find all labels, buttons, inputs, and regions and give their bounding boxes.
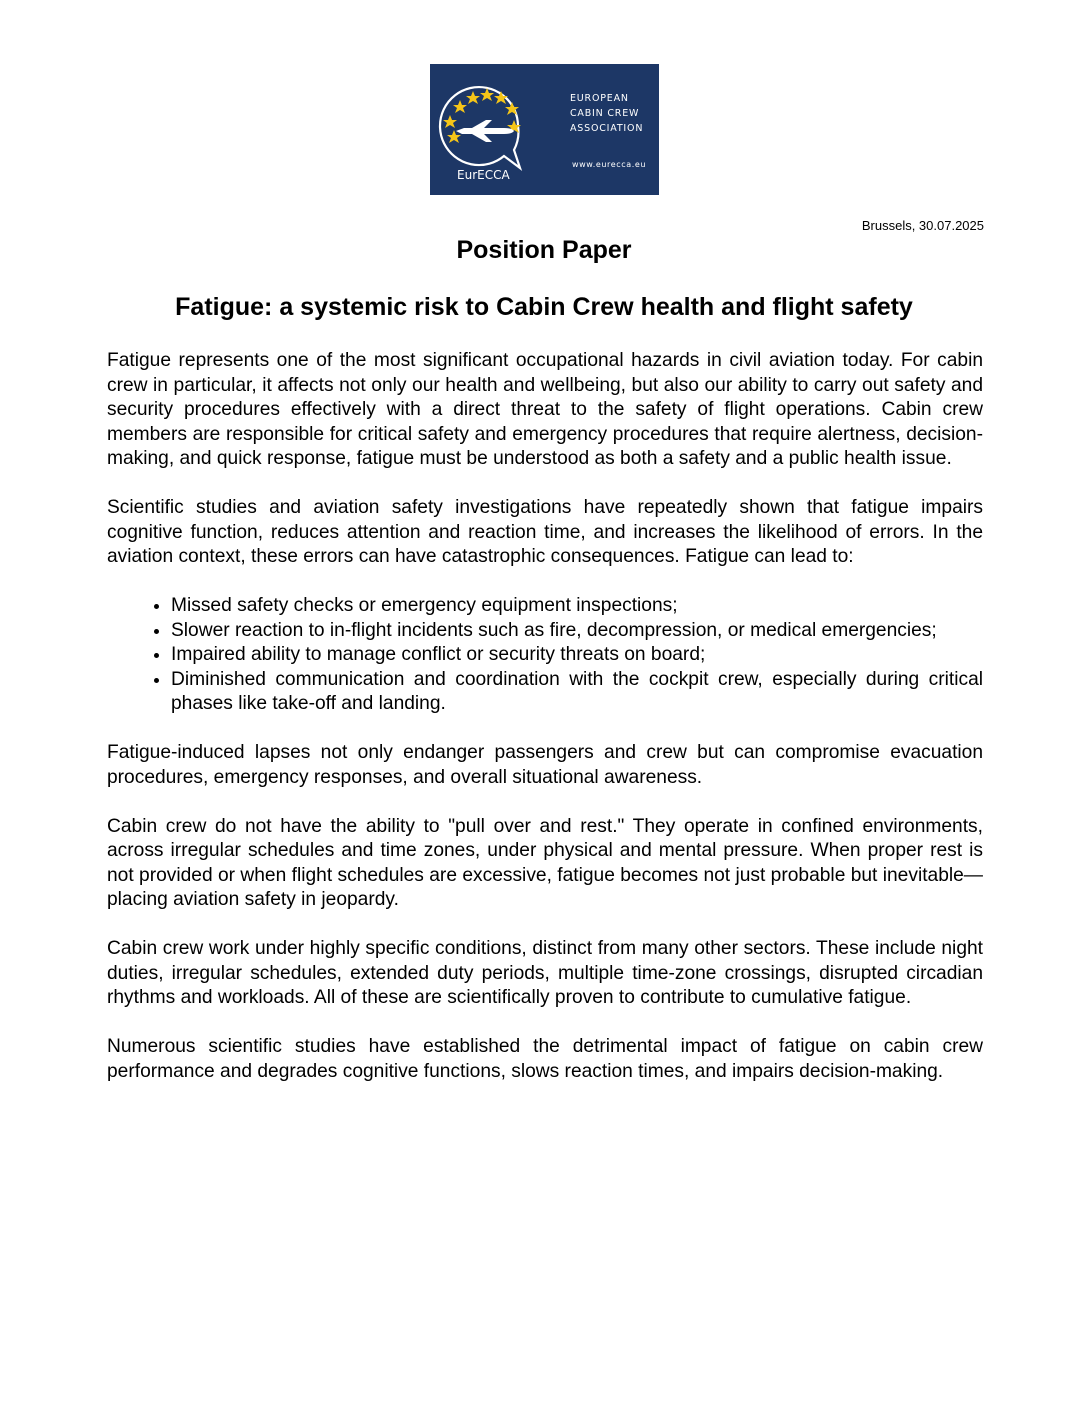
logo-line-1: EUROPEAN [570,93,629,104]
document-body [107,349,983,1109]
paragraph-scientific: Numerous scientific studies have established the detrimental impact of fatigue on cabin crew performance and degrades cognitive functions, slows reaction times, and impairs decision-making. [107,1036,983,1082]
list-item: • Diminished communication and coordination with the cockpit crew, especially during critical phases like take-off and landing. [171,668,983,717]
logo-line-2: CABIN CREW [570,108,640,119]
document-date: Brussels, 30.07.2025 [861,218,984,233]
logo-url: www.eurecca.eu [572,160,647,169]
logo-line-3: ASSOCIATION [570,123,644,134]
fatigue-consequences-list [107,594,983,717]
list-item: • Slower reaction to in-flight incidents such as fire, decompression, or medical emergencies; [171,619,983,644]
document-subtitle: Fatigue: a systemic risk to Cabin Crew health and flight safety [175,293,913,321]
list-item: • Missed safety checks or emergency equipment inspections; [171,594,983,619]
eurecca-logo [430,64,659,195]
logo-brand: EurECCA [457,168,510,182]
paragraph-intro: Fatigue represents one of the most significant occupational hazards in civil aviation today. For cabin crew in particular, it affects not only our health and wellbeing, but also our ability to carry out safety and security procedures effectively with a direct threat to the safety of flight operations. Cabin crew members are responsible for critical safety and emergency procedures that require alertness, decision-making, and quick response, fatigue must be understood as both a safety and a public health issue. [107,350,983,469]
list-item: • Impaired ability to manage conflict or security threats on board; [171,643,983,668]
logo-association-name [570,91,643,136]
paragraph-rest: Cabin crew do not have the ability to "pull over and rest." They operate in confined environments, across irregular schedules and time zones, under physical and mental pressure. When proper rest is not provided or when flight schedules are excessive, fatigue becomes not just probable but inevitable—placing aviation safety in jeopardy. [107,815,983,910]
paragraph-conditions: Cabin crew work under highly specific conditions, distinct from many other sectors. These include night duties, irregular schedules, extended duty periods, multiple time-zone crossings, disrupted circadian rhythms and workloads. All of these are scientifically proven to contribute to cumulative fatigue. [107,938,983,1008]
paragraph-studies: Scientific studies and aviation safety investigations have repeatedly shown that fatigue impairs cognitive function, reduces attention and reaction time, and increases the likelihood of errors. In the aviation context, these errors can have catastrophic consequences. Fatigue can lead to: [107,497,983,567]
document-title: Position Paper [456,236,632,264]
paragraph-lapses: Fatigue-induced lapses not only endanger passengers and crew but can compromise evacuation procedures, emergency responses, and overall situational awareness. [107,742,983,788]
